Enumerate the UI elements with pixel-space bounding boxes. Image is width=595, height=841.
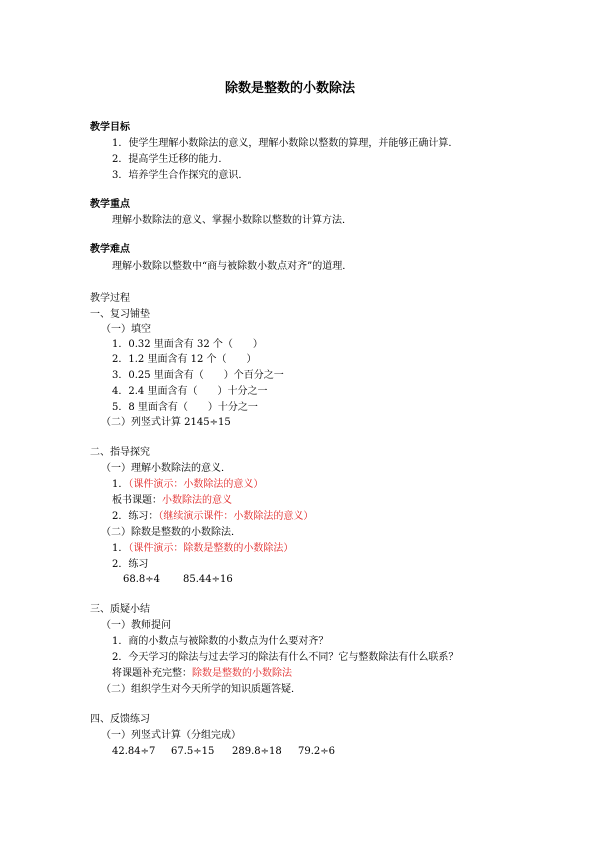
board-title-value: 小数除法的意义 bbox=[162, 495, 232, 506]
practice-label: 2．练习： bbox=[112, 511, 159, 522]
summary-question: 1．商的小数点与被除数的小数点为什么要对齐？ bbox=[112, 636, 329, 647]
courseware-note: （课件演示：除数是整数的小数除法） bbox=[128, 543, 294, 554]
feedback-calc: 67.5÷15 bbox=[171, 746, 215, 757]
difficulties-text: 理解小数除以整数中“商与被除数小数点对齐”的道理． bbox=[112, 261, 353, 272]
explore-step-2 bbox=[112, 511, 313, 523]
fill-item: 3．0.25 里面含有（ ）个百分之一 bbox=[112, 370, 284, 381]
explore-part2-step-2: 2．练习 bbox=[112, 559, 149, 570]
courseware-note: （继续演示课件：小数除法的意义） bbox=[158, 511, 314, 522]
explore-step-1 bbox=[112, 479, 263, 491]
explore-part2-step-1 bbox=[112, 543, 293, 555]
step-number: 1． bbox=[112, 479, 129, 490]
practice-calc: 68.8÷4 bbox=[123, 574, 161, 585]
step-number: 1． bbox=[112, 543, 129, 554]
complete-title-value: 除数是整数的小数除法 bbox=[192, 668, 292, 679]
practice-calc: 85.44÷16 bbox=[183, 574, 233, 585]
feedback-calc-heading: （一）列竖式计算（分组完成） bbox=[101, 730, 241, 741]
summary-question: 2．今天学习的除法与过去学习的除法有什么不同？它与整数除法有什么联系？ bbox=[112, 652, 459, 663]
review-heading: 一、复习铺垫 bbox=[90, 309, 150, 320]
fill-item: 1．0.32 里面含有 32 个（ ） bbox=[112, 339, 263, 350]
key-points-heading: 教学重点 bbox=[90, 199, 130, 210]
objective-item: 1．使学生理解小数除法的意义，理解小数除以整数的算理，并能够正确计算． bbox=[112, 138, 459, 149]
objective-item: 3．培养学生合作探究的意识． bbox=[112, 170, 249, 181]
feedback-heading: 四、反馈练习 bbox=[90, 714, 150, 725]
feedback-calc: 79.2÷6 bbox=[298, 746, 336, 757]
teacher-question-heading: （一）教师提问 bbox=[101, 620, 171, 631]
objectives-heading: 教学目标 bbox=[90, 122, 130, 133]
explore-part2-heading: （二）除数是整数的小数除法． bbox=[101, 527, 241, 538]
fill-item: 2．1.2 里面含有 12 个（ ） bbox=[112, 354, 257, 365]
feedback-calc: 289.8÷18 bbox=[232, 746, 282, 757]
process-heading: 教学过程 bbox=[90, 293, 130, 304]
organize-line: （二）组织学生对今天所学的知识质题答疑． bbox=[101, 684, 301, 695]
feedback-calc: 42.84÷7 bbox=[112, 746, 156, 757]
vertical-calc-item: （二）列竖式计算 2145÷15 bbox=[101, 417, 231, 428]
fill-item: 5．8 里面含有（ ）十分之一 bbox=[112, 402, 258, 413]
fill-item: 4．2.4 里面含有（ ）十分之一 bbox=[112, 386, 268, 397]
summary-heading: 三、质疑小结 bbox=[90, 604, 150, 615]
objective-item: 2．提高学生迁移的能力． bbox=[112, 154, 229, 165]
complete-title-line bbox=[112, 668, 292, 680]
complete-title-label: 将课题补充完整： bbox=[112, 668, 192, 679]
courseware-note: （课件演示：小数除法的意义） bbox=[128, 479, 264, 490]
explore-heading: 二、指导探究 bbox=[90, 447, 150, 458]
board-title-line bbox=[112, 495, 232, 507]
page-title: 除数是整数的小数除法 bbox=[225, 81, 356, 96]
explore-part1-heading: （一）理解小数除法的意义． bbox=[101, 463, 231, 474]
key-points-text: 理解小数除法的意义、掌握小数除以整数的计算方法． bbox=[112, 215, 352, 226]
difficulties-heading: 教学难点 bbox=[90, 244, 130, 255]
fill-heading: （一）填空 bbox=[101, 324, 151, 335]
board-title-label: 板书课题： bbox=[112, 495, 162, 506]
